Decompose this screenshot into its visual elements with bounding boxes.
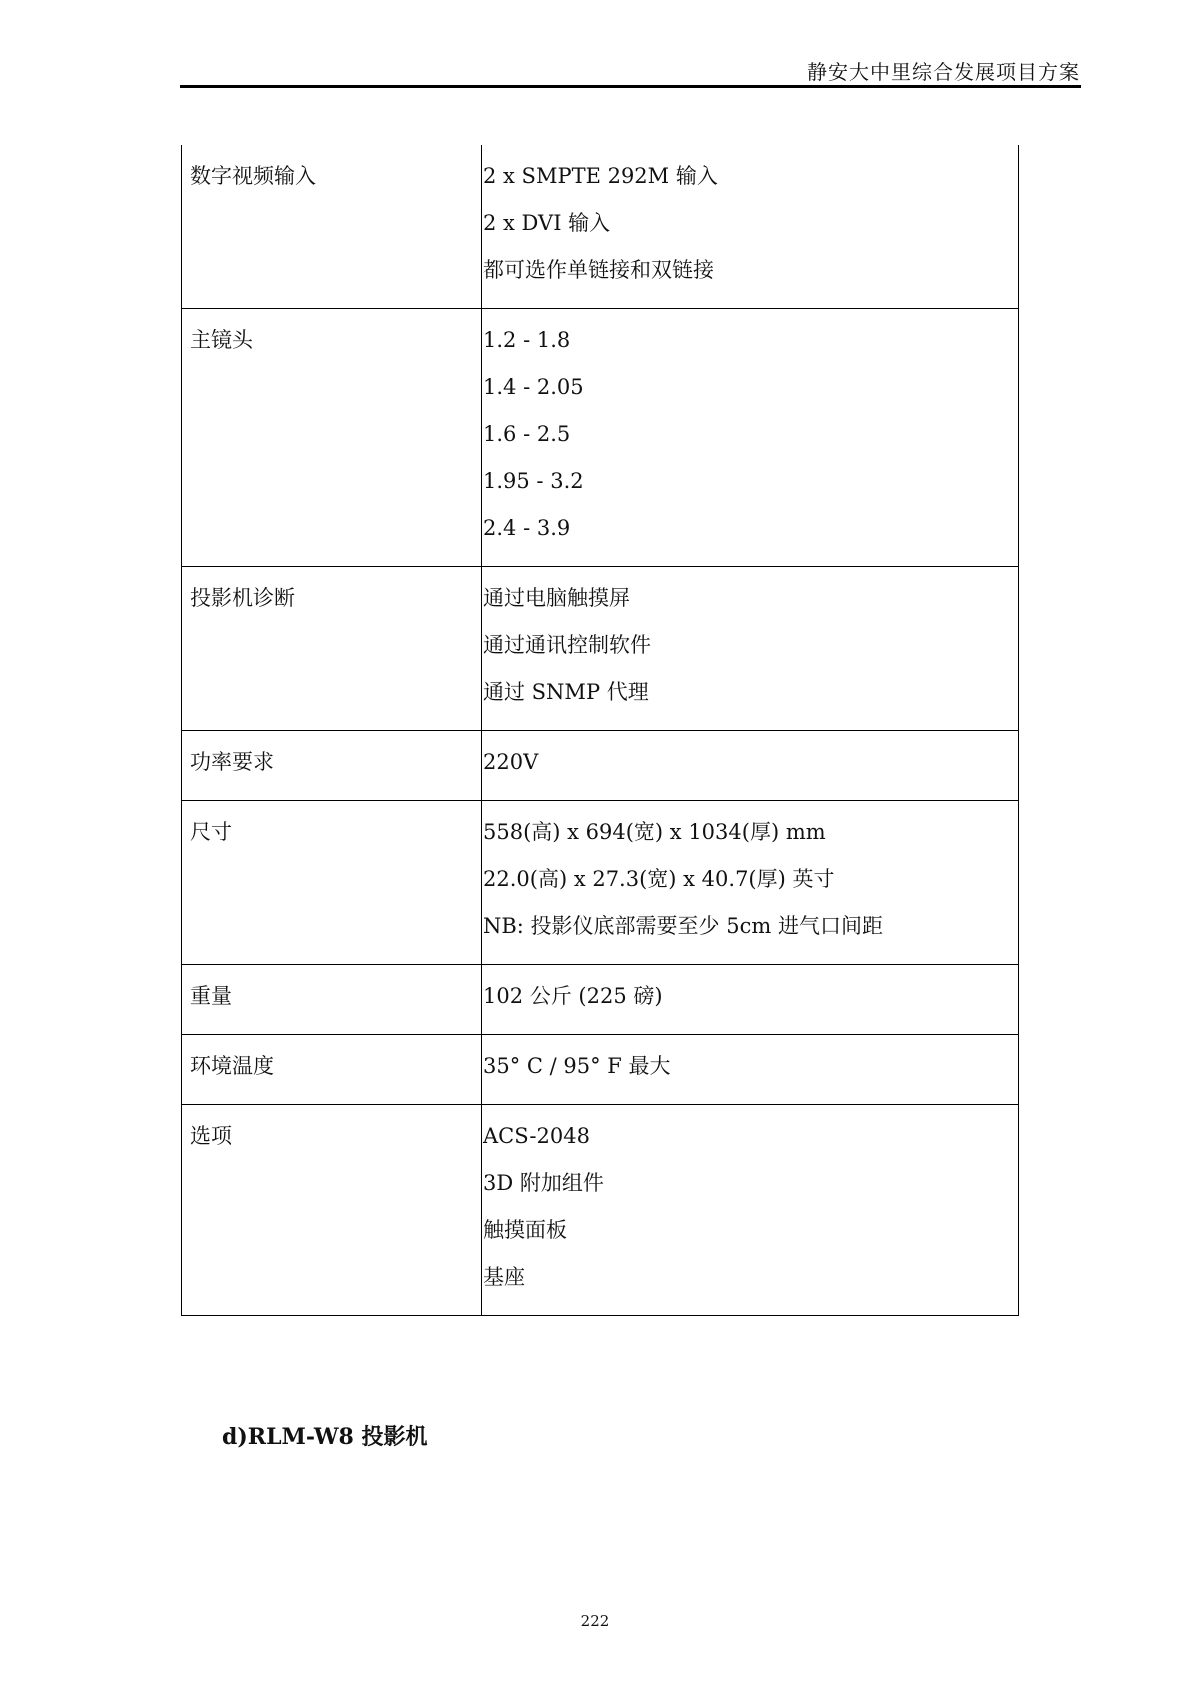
- document-header-title: 静安大中里综合发展项目方案: [807, 60, 1080, 84]
- spec-values-cell: [482, 1035, 1019, 1105]
- spec-value: 2 x DVI 输入: [483, 211, 611, 235]
- spec-label: 投影机诊断: [190, 586, 295, 610]
- spec-row: [182, 145, 1019, 309]
- spec-value: 220V: [483, 750, 539, 774]
- spec-value: 558(高) x 694(宽) x 1034(厚) mm: [483, 820, 826, 844]
- spec-value: ACS-2048: [483, 1124, 590, 1148]
- spec-row: [182, 1105, 1019, 1316]
- spec-row: [182, 309, 1019, 567]
- spec-label-cell: [182, 965, 482, 1035]
- spec-value: 22.0(高) x 27.3(宽) x 40.7(厚) 英寸: [483, 867, 835, 891]
- spec-label-cell: [182, 145, 482, 309]
- spec-row: [182, 731, 1019, 801]
- spec-value: 触摸面板: [483, 1218, 567, 1242]
- spec-values-cell: [482, 1105, 1019, 1316]
- spec-label-cell: [182, 731, 482, 801]
- spec-value: 通过 SNMP 代理: [483, 680, 649, 704]
- spec-label-cell: [182, 567, 482, 731]
- section-heading: d)RLM-W8 投影机: [222, 1424, 428, 1450]
- spec-table-body: [182, 145, 1019, 1316]
- spec-value: 1.6 - 2.5: [483, 422, 571, 446]
- spec-table: [181, 145, 1019, 1316]
- spec-label-cell: [182, 1105, 482, 1316]
- spec-values-cell: [482, 145, 1019, 309]
- spec-label: 尺寸: [190, 820, 232, 844]
- spec-value: NB: 投影仪底部需要至少 5cm 进气口间距: [483, 914, 883, 938]
- spec-value: 都可选作单链接和双链接: [483, 258, 714, 282]
- spec-value: 3D 附加组件: [483, 1171, 604, 1195]
- spec-values-cell: [482, 801, 1019, 965]
- spec-label: 选项: [190, 1124, 232, 1148]
- spec-label: 数字视频输入: [190, 164, 316, 188]
- spec-row: [182, 567, 1019, 731]
- spec-value: 2 x SMPTE 292M 输入: [483, 164, 718, 188]
- spec-label: 功率要求: [190, 750, 274, 774]
- spec-value: 102 公斤 (225 磅): [483, 984, 663, 1008]
- spec-values-cell: [482, 309, 1019, 567]
- header-rule: [180, 85, 1081, 88]
- spec-value: 通过通讯控制软件: [483, 633, 651, 657]
- spec-label: 重量: [190, 984, 232, 1008]
- spec-row: [182, 1035, 1019, 1105]
- spec-value: 2.4 - 3.9: [483, 516, 571, 540]
- spec-label: 环境温度: [190, 1054, 274, 1078]
- spec-row: [182, 801, 1019, 965]
- spec-values-cell: [482, 965, 1019, 1035]
- spec-label-cell: [182, 309, 482, 567]
- spec-value: 1.95 - 3.2: [483, 469, 584, 493]
- spec-value: 35° C / 95° F 最大: [483, 1054, 671, 1078]
- spec-value: 1.2 - 1.8: [483, 328, 571, 352]
- page-number: 222: [580, 1612, 610, 1630]
- spec-label-cell: [182, 801, 482, 965]
- spec-value: 1.4 - 2.05: [483, 375, 584, 399]
- spec-values-cell: [482, 567, 1019, 731]
- spec-label: 主镜头: [190, 328, 253, 352]
- spec-label-cell: [182, 1035, 482, 1105]
- spec-value: 基座: [483, 1265, 525, 1289]
- spec-value: 通过电脑触摸屏: [483, 586, 630, 610]
- spec-values-cell: [482, 731, 1019, 801]
- spec-row: [182, 965, 1019, 1035]
